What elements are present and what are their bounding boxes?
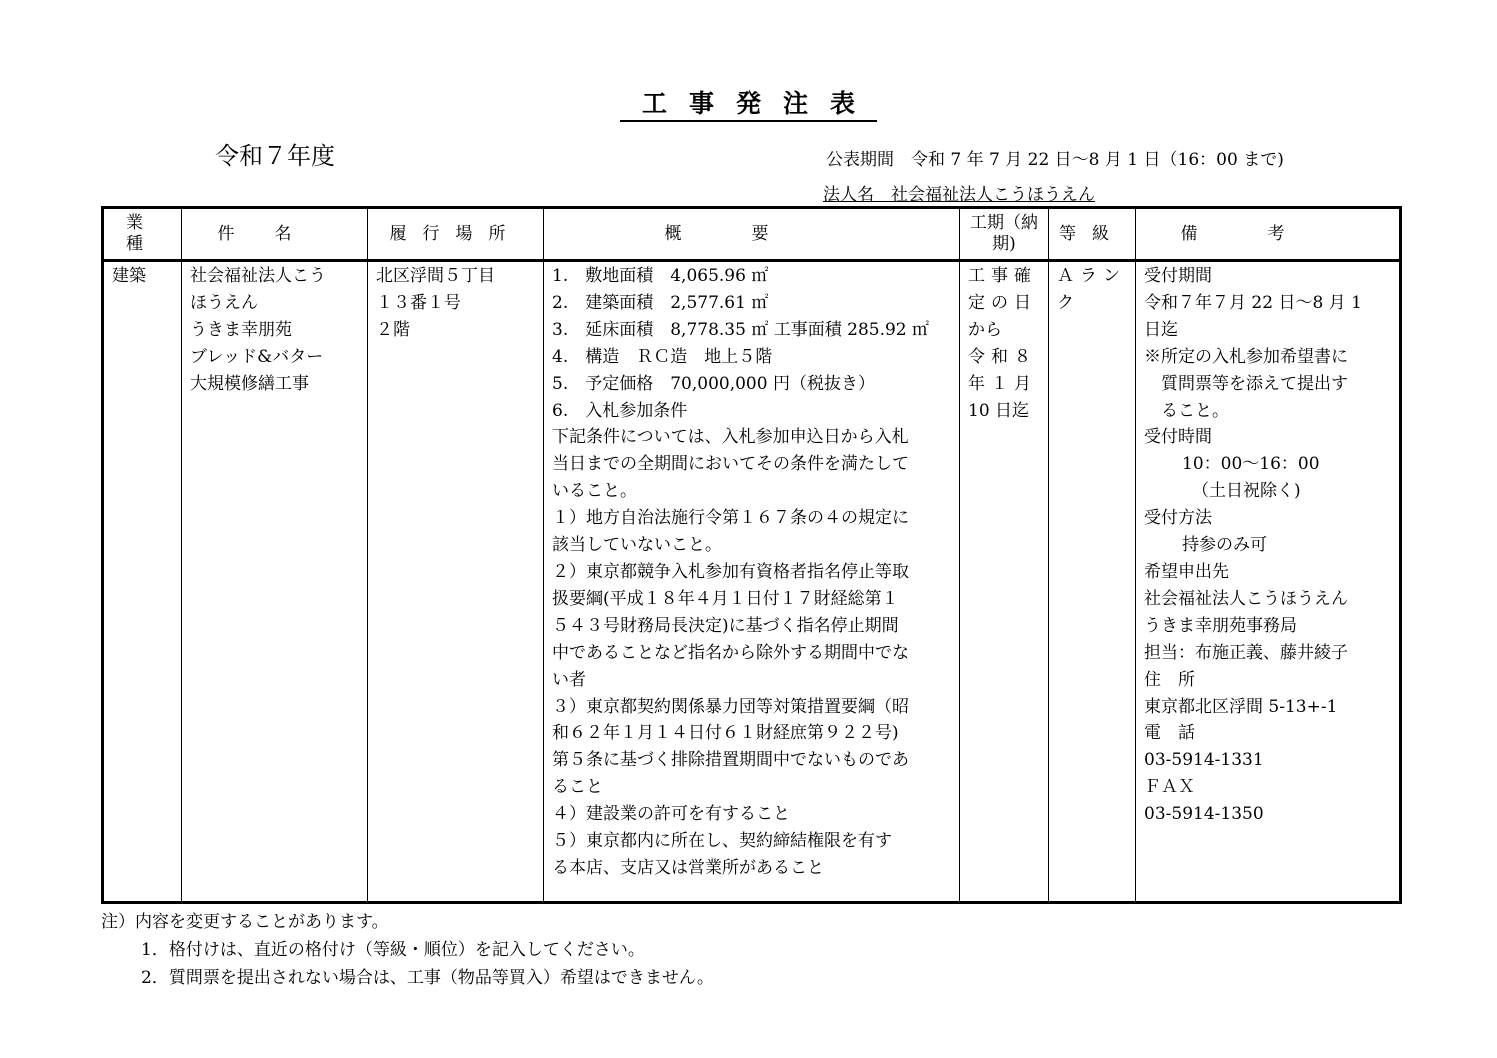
- col-header-project-name: 件名: [182, 208, 368, 261]
- cell-project-name: 社会福祉法人こう ほうえん うきま幸朋苑 ブレッド&バター 大規模修繕工事: [182, 261, 368, 903]
- table-header-row: [103, 208, 1401, 261]
- table-row: [103, 261, 1401, 903]
- col-header-remarks: 備考: [1136, 208, 1401, 261]
- footnotes: [101, 908, 714, 992]
- cell-location: 北区浮間５丁目 １３番１号 ２階: [368, 261, 544, 903]
- col-header-period: 工期（納期): [960, 208, 1049, 261]
- col-header-grade: 等級: [1049, 208, 1136, 261]
- fiscal-year: 令和７年度: [215, 142, 335, 170]
- col-header-category: 業種: [103, 208, 182, 261]
- publication-period: 公表期間 令和 7 年 7 月 22 日～8 月 1 日（16：00 まで): [826, 150, 1284, 170]
- cell-grade: Ａラン ク: [1049, 261, 1136, 903]
- note-item: 2．質問票を提出されない場合は、工事（物品等買入）希望はできません。: [141, 968, 714, 988]
- col-header-location: 履行場所: [368, 208, 544, 261]
- cell-remarks: 受付期間 令和７年７月 22 日～8 月 1 日迄 ※所定の入札参加希望書に 質問票等を添えて提出す ること。 受付時間 10：00～16：00 （土日祝除く) 受付方法 持参のみ可 希望申出先 社会福祉法人こうほうえん うきま幸朋苑事務局 担当：布施正義、藤井綾子 住 所 東京都北区浮間 5-13+-1 電 話 03-5914-1331 ＦＡＸ 03-5914-1350: [1136, 261, 1401, 903]
- note-item: 1．格付けは、直近の格付け（等級・順位）を記入してください。: [141, 940, 645, 960]
- order-table: [101, 206, 1402, 904]
- cell-period: 工事確 定の日 から 令和８ 年１月 10 日迄: [960, 261, 1049, 903]
- corporation-name: 法人名 社会福祉法人こうほうえん: [823, 185, 1095, 205]
- cell-category: 建築: [103, 261, 182, 903]
- page-title: 工事発注表: [0, 84, 1497, 120]
- cell-summary: 1. 敷地面積 4,065.96 ㎡ 2. 建築面積 2,577.61 ㎡ 3. 延床面積 8,778.35 ㎡ 工事面積 285.92 ㎡ 4. 構造 ＲＣ造 地上５階 5. 予定価格 70,000,000 円（税抜き） 6. 入札参加条件 下記条件については、入札参加申込日から入札 当日までの全期間においてその条件を満たして いること。 １）地方自治法施行令第１６７条の４の規定に 該当していないこと。 ２）東京都競争入札参加有資格者指名停止等取 扱要綱(平成１８年４月１日付１７財経総第１ ５４３号財務局長決定)に基づく指名停止期間 中であることなど指名から除外する期間中でな い者 ３）東京都契約関係暴力団等対策措置要綱（昭 和６２年１月１４日付６１財経庶第９２２号) 第５条に基づく排除措置期間中でないものであ ること ４）建設業の許可を有すること ５）東京都内に所在し、契約締結権限を有す る本店、支店又は営業所があること: [544, 261, 960, 903]
- col-header-summary: 概要: [544, 208, 960, 261]
- note-heading: 注）内容を変更することがあります。: [101, 912, 389, 932]
